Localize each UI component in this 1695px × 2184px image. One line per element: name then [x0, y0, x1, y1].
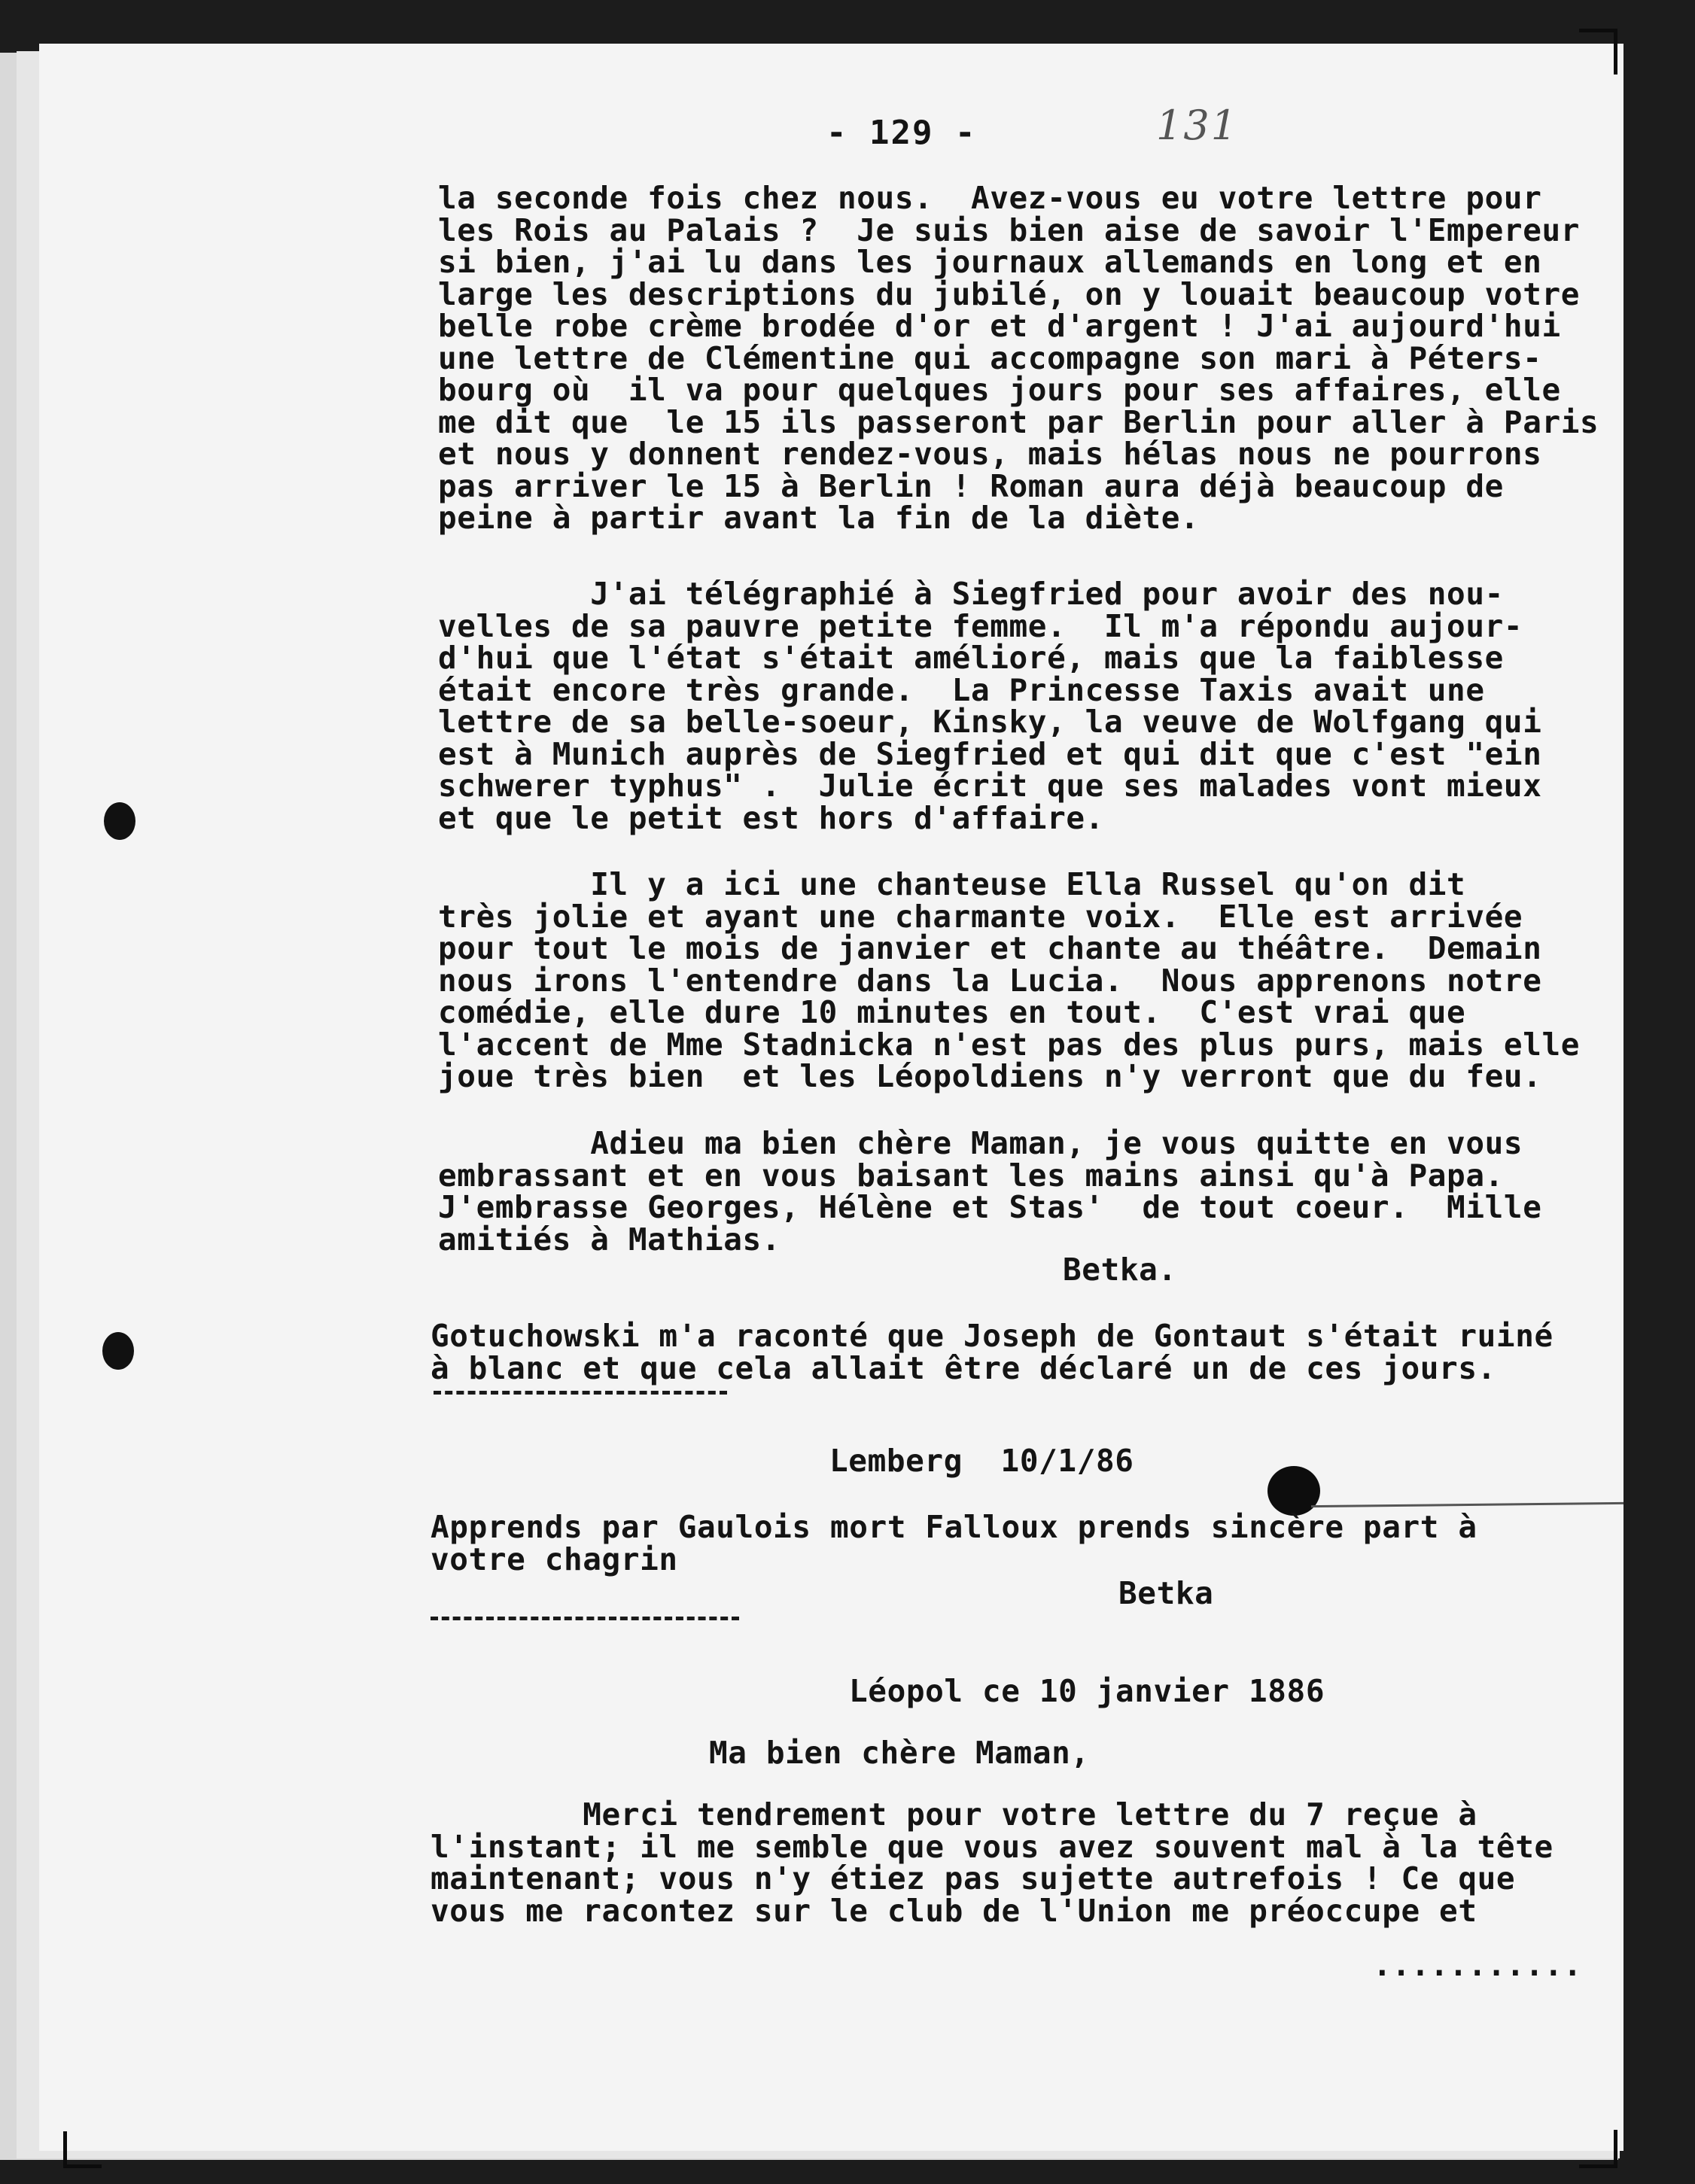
handwritten-page-number: 131: [1156, 102, 1239, 149]
letter-paragraph-3: [438, 868, 1580, 1093]
new-letter-paragraph-1: [431, 1796, 1553, 1929]
text-line: très jolie et ayant une charmante voix. Elle est arrivée: [438, 898, 1523, 935]
text-line: lettre de sa belle-soeur, Kinsky, la veuve de Wolfgang qui: [438, 704, 1542, 740]
continuation-marker: ...........: [1373, 1947, 1583, 1983]
letter-paragraph-1: [438, 182, 1599, 534]
text-line: l'instant; il me semble que vous avez souvent mal à la tête: [431, 1828, 1553, 1865]
text-line: bourg où il va pour quelques jours pour ses affaires, elle: [438, 372, 1561, 408]
text-line: comédie, elle dure 10 minutes en tout. C'est vrai que: [438, 994, 1466, 1030]
text-line: belle robe crème brodée d'or et d'argent ! J'ai aujourd'hui: [438, 308, 1561, 344]
text-line: large les descriptions du jubilé, on y louait beaucoup votre: [438, 275, 1581, 312]
new-letter-salutation: Ma bien chère Maman,: [709, 1735, 1090, 1771]
text-line: J'embrasse Georges, Hélène et Stas' de tout coeur. Mille: [438, 1189, 1542, 1225]
text-line: maintenant; vous n'y étiez pas sujette autrefois ! Ce que: [431, 1860, 1516, 1897]
telegram-signature: Betka: [1118, 1575, 1214, 1611]
text-line: pour tout le mois de janvier et chante au théâtre. Demain: [438, 930, 1542, 966]
section-divider: [434, 1391, 727, 1395]
text-line: me dit que le 15 ils passeront par Berlin pour aller à Paris: [438, 403, 1599, 440]
text-line: Apprends par Gaulois mort Falloux prends sincère part à: [431, 1509, 1477, 1545]
page-number: - 129 -: [826, 114, 977, 152]
document-page: [39, 44, 1623, 2151]
text-line: peine à partir avant la fin de la diète.: [438, 500, 1200, 536]
text-line: amitiés à Mathias.: [438, 1221, 781, 1258]
text-line: vous me racontez sur le club de l'Union me préoccupe et: [431, 1892, 1477, 1929]
text-line: J'ai télégraphié à Siegfried pour avoir des nou-: [438, 576, 1504, 612]
ink-streak: [1311, 1502, 1623, 1507]
letter-paragraph-2: [438, 578, 1541, 834]
text-line: Gotuchowski m'a raconté que Joseph de Gontaut s'était ruiné: [431, 1318, 1553, 1354]
text-line: Adieu ma bien chère Maman, je vous quitte en vous: [438, 1125, 1523, 1161]
new-letter-place-date: Léopol ce 10 janvier 1886: [849, 1673, 1325, 1709]
text-line: l'accent de Mme Stadnicka n'est pas des plus purs, mais elle: [438, 1026, 1581, 1063]
text-line: si bien, j'ai lu dans les journaux allemands en long et en: [438, 244, 1542, 280]
text-line: nous irons l'entendre dans la Lucia. Nous apprenons notre: [438, 962, 1542, 999]
telegram-place-date: Lemberg 10/1/86: [829, 1443, 1134, 1479]
text-line: les Rois au Palais ? Je suis bien aise de savoir l'Empereur: [438, 211, 1581, 248]
text-line: joue très bien et les Léopoldiens n'y verront que du feu.: [438, 1058, 1542, 1094]
text-line: velles de sa pauvre petite femme. Il m'a répondu aujour-: [438, 607, 1523, 644]
text-line: pas arriver le 15 à Berlin ! Roman aura déjà beaucoup de: [438, 467, 1504, 504]
section-divider: [431, 1617, 739, 1620]
text-line: et que le petit est hors d'affaire.: [438, 799, 1104, 836]
crop-mark: [1579, 2130, 1617, 2168]
postscript: [431, 1320, 1553, 1384]
text-line: et nous y donnent rendez-vous, mais hélas nous ne pourrons: [438, 436, 1542, 472]
text-line: schwerer typhus" . Julie écrit que ses malades vont mieux: [438, 768, 1542, 804]
text-line: à blanc et que cela allait être déclaré un de ces jours.: [431, 1349, 1496, 1386]
punch-hole: [102, 1332, 134, 1370]
text-line: embrassant et en vous baisant les mains ainsi qu'à Papa.: [438, 1157, 1504, 1194]
telegram-body: [431, 1511, 1477, 1575]
punch-hole: [104, 802, 135, 840]
crop-mark: [63, 2131, 102, 2168]
letter-paragraph-4: [438, 1125, 1542, 1258]
text-line: votre chagrin: [431, 1541, 678, 1577]
text-line: Il y a ici une chanteuse Ella Russel qu'on dit: [438, 866, 1466, 902]
text-line: est à Munich auprès de Siegfried et qui dit que c'est "ein: [438, 735, 1542, 772]
letter-signature: Betka.: [1063, 1252, 1177, 1288]
text-line: la seconde fois chez nous. Avez-vous eu votre lettre pour: [438, 180, 1542, 216]
crop-mark: [1579, 29, 1617, 75]
text-line: était encore très grande. La Princesse Taxis avait une: [438, 671, 1485, 708]
text-line: Merci tendrement pour votre lettre du 7 reçue à: [431, 1796, 1477, 1833]
text-line: d'hui que l'état s'était amélioré, mais que la faiblesse: [438, 640, 1504, 676]
text-line: une lettre de Clémentine qui accompagne son mari à Péters-: [438, 339, 1542, 376]
